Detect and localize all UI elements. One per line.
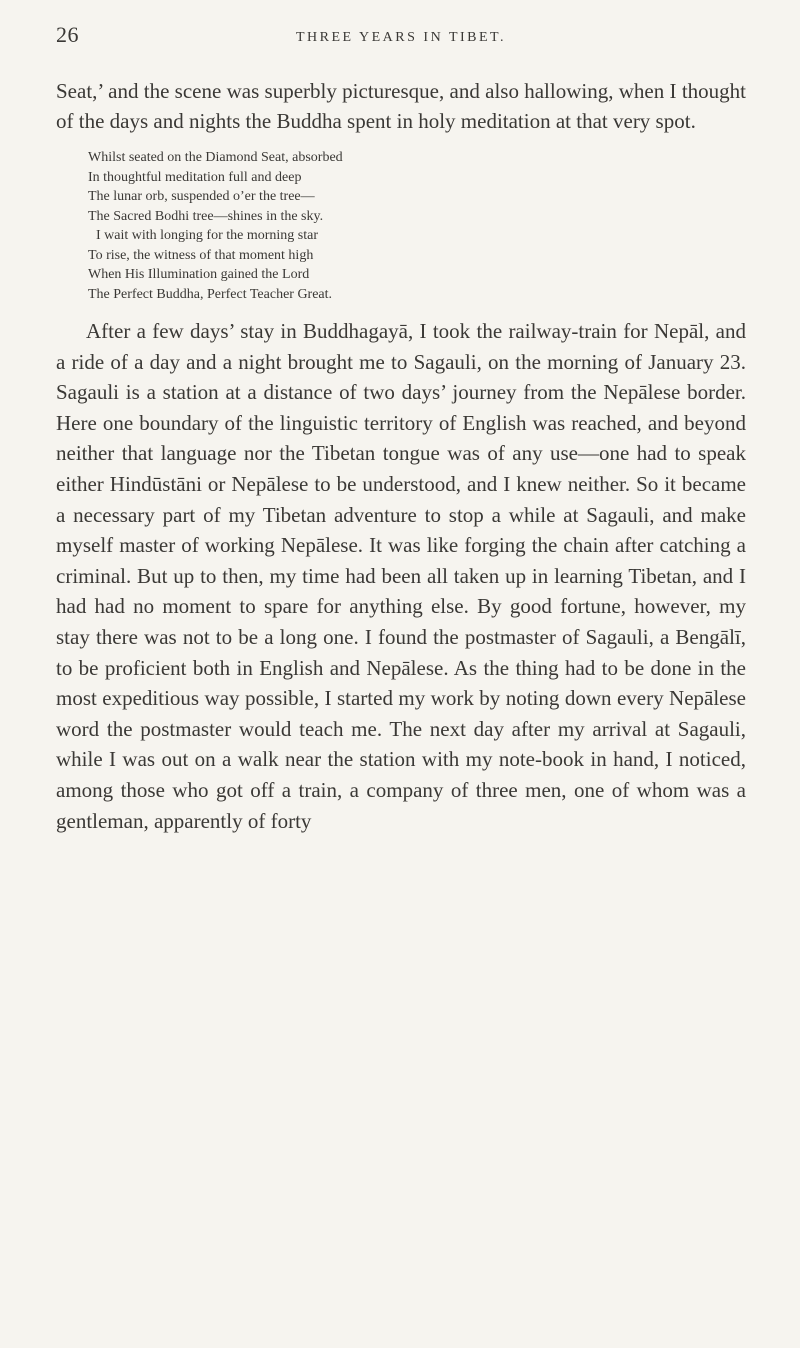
verse-line: To rise, the witness of that moment high [88,247,314,263]
verse-line: When His Illumination gained the Lord [88,267,310,282]
verse-line: In thoughtful meditation full and deep [88,169,302,185]
verse-line: Whilst seated on the Diamond Seat, absorbed [88,150,343,165]
page-number: 26 [56,22,79,47]
verse-line: I wait with longing for the morning star [96,228,319,243]
verse-line: The Sacred Bodhi tree—shines in the sky. [88,208,324,224]
opening-paragraph: Seat,’ and the scene was superbly picturesque, and also hallowing, when I thought of the days and nights the Buddha spent in holy meditation at that very spot. [56,79,746,133]
book-page [56,22,746,836]
verse-block [56,148,746,304]
body-paragraph: After a few days’ stay in Buddhagayā, I took the railway-train for Nepāl, and a ride of a day and a night brought me to Sagauli, on the morning of January 23. Sagauli is a station at a distance of two days’ journey from the Nepālese border. Here one boundary of the linguistic territory of English was reached, and beyond neither that language nor the Tibetan tongue was of any use—one had to speak either Hindūstāni or Nepālese to be understood, and I knew neither. So it became a necessary part of my Tibetan adventure to stop a while at Sagauli, and make myself master of working Nepālese. It was like forging the chain after catching a criminal. But up to then, my time had been all taken up in learning Tibetan, and I had had no moment to spare for anything else. By good fortune, however, my stay there was not to be a long one. I found the postmaster of Sagauli, a Bengālī, to be proficient both in English and Nepālese. As the thing had to be done in the most expeditious way possible, I started my work by noting down every Nepālese word the postmaster would teach me. The next day after my arrival at Sagauli, while I was out on a walk near the station with my note-book in hand, I noticed, among those who got off a train, a company of three men, one of whom was a gentleman, apparently of forty [56,319,746,833]
running-head: THREE YEARS IN TIBET. [295,30,507,45]
page-header [56,22,746,62]
verse-line: The lunar orb, suspended o’er the tree— [88,189,315,204]
verse-line: The Perfect Buddha, Perfect Teacher Great. [88,286,333,302]
